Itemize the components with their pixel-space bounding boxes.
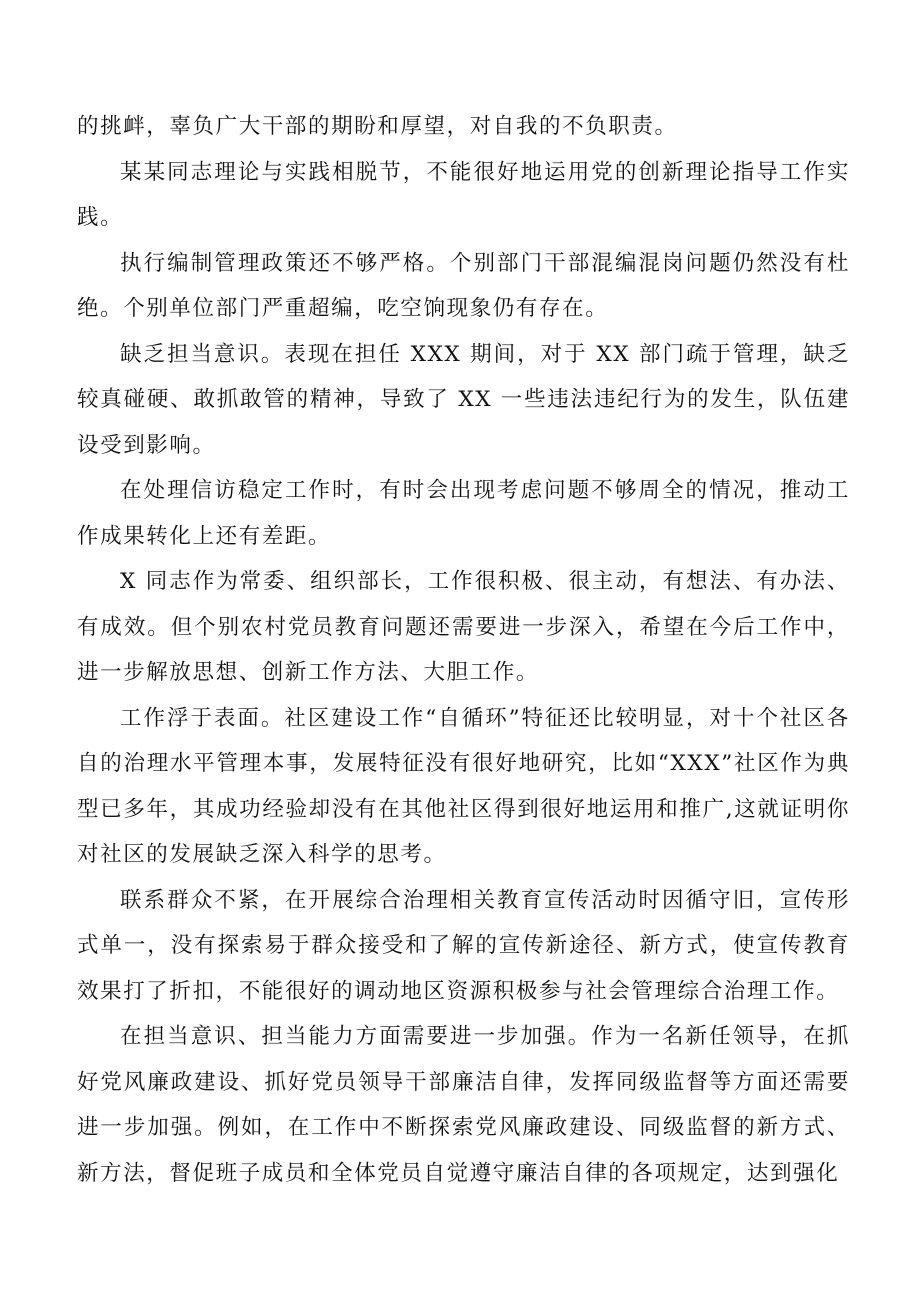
paragraph-3: 执行编制管理政策还不够严格。个别部门干部混编混岗问题仍然没有杜绝。个别单位部门严重超编，吃空饷现象仍有存在。 (77, 250, 850, 321)
paragraph-9: 在担当意识、担当能力方面需要进一步加强。作为一名新任领导，在抓好党风廉政建设、抓好党员领导干部廉洁自律，发挥同级监督等方面还需要进一步加强。例如，在工作中不断探索党风廉政建设、同级监督的新方式、新方法，督促班子成员和全体党员自觉遵守廉洁自律的各项规定，达到强化 (77, 1024, 850, 1186)
paragraph-2: 某某同志理论与实践相脱节，不能很好地运用党的创新理论指导工作实践。 (77, 159, 850, 230)
paragraph-7: 工作浮于表面。社区建设工作“自循环”特征还比较明显，对十个社区各自的治理水平管理本事，发展特征没有很好地研究，比如“XXX”社区作为典型已多年，其成功经验却没有在其他社区得到很好地运用和推广,这就证明你对社区的发展缺乏深入科学的思考。 (77, 705, 850, 867)
paragraph-6: X 同志作为常委、组织部长，工作很积极、很主动，有想法、有办法、有成效。但个别农村党员教育问题还需要进一步深入，希望在今后工作中，进一步解放思想、创新工作方法、大胆工作。 (77, 569, 850, 685)
document-body (77, 104, 850, 1196)
paragraph-1: 的挑衅，辜负广大干部的期盼和厚望，对自我的不负职责。 (77, 114, 678, 139)
paragraph-8: 联系群众不紧，在开展综合治理相关教育宣传活动时因循守旧，宣传形式单一，没有探索易于群众接受和了解的宣传新途径、新方式，使宣传教育效果打了折扣，不能很好的调动地区资源积极参与社会管理综合治理工作。 (77, 887, 850, 1004)
paragraph-4: 缺乏担当意识。表现在担任 XXX 期间，对于 XX 部门疏于管理，缺乏较真碰硬、敢抓敢管的精神，导致了 XX 一些违法违纪行为的发生，队伍建设受到影响。 (77, 341, 850, 458)
paragraph-5: 在处理信访稳定工作时，有时会出现考虑问题不够周全的情况，推动工作成果转化上还有差距。 (77, 478, 850, 549)
